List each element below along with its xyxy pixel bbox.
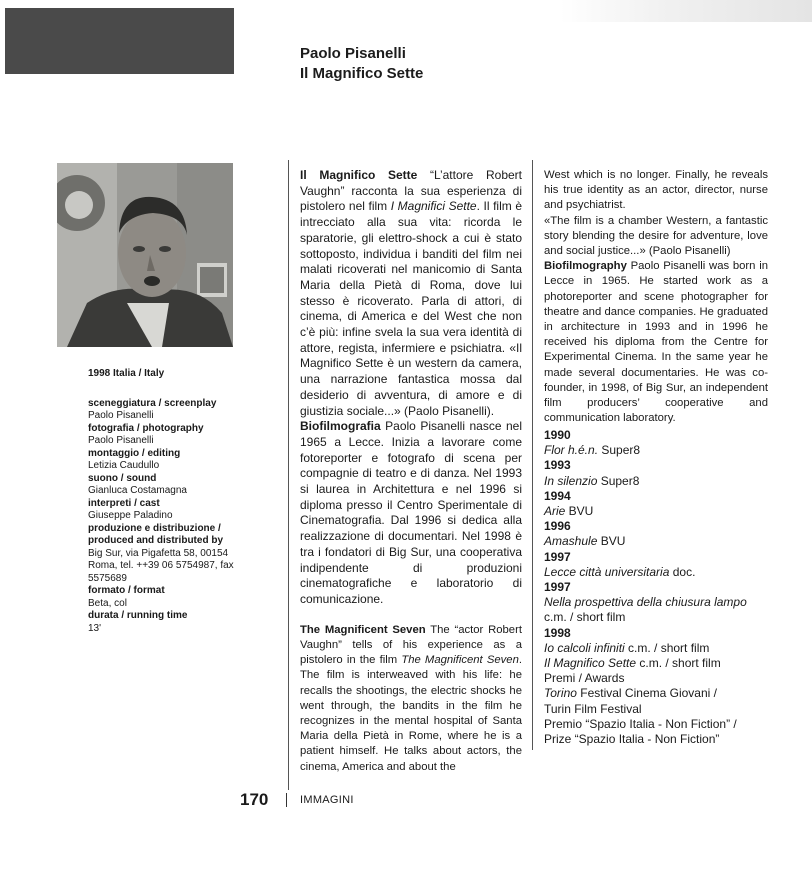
author-name: Paolo Pisanelli [300, 45, 406, 62]
filmo-entry [544, 443, 774, 458]
filmo-entry [544, 474, 774, 489]
film-title: Il Magnifico Sette [300, 65, 424, 82]
english-bio-text: Paolo Pisanelli was born in Lecce in 1965. He started work as a photoreporter and scene photographer for theatre and dance companies. He graduated in architecture in 1993 and in 1996 he received his diploma from the Centre for Experimental Cinema. In the same year he made several documentaries. He was co-founder, in 1998, of Big Sur, an independent film producers’ cooperative and communication laboratory. [544, 260, 768, 425]
english-synopsis-text-a: The “actor Robert Vaughn” tells of his experience as a pistolero in the film [300, 623, 522, 667]
credit-label-photography: fotografia / photography [88, 422, 204, 434]
filmo-title: Il Magnifico Sette [544, 656, 637, 671]
english-synopsis-text-b: . The film is interweaved with his life: he recalls the shootings, the electric shocks he went through, the bandits in the film he recognizes in the mental hospital of Santa Maria della Pietà in Rome, where he is a patient himself. He talks about actors, the cinema, America and about the [300, 654, 522, 773]
award-prize-en: Prize “Spazio Italia - Non Fiction” [544, 732, 720, 747]
credit-value-format: Beta, col [88, 597, 127, 609]
filmo-title: Lecce città universitaria [544, 564, 670, 579]
header-gray-block [5, 8, 234, 74]
filmo-note: BVU [597, 534, 626, 549]
filmo-entry [544, 504, 774, 519]
credit-label-editing: montaggio / editing [88, 447, 181, 459]
credit-label-running-time: durata / running time [88, 610, 188, 621]
page-title [300, 44, 423, 84]
portrait-illustration [57, 163, 233, 347]
italian-bio-heading: Biofilmografia [300, 419, 381, 434]
award-festival [544, 686, 774, 701]
credit-value-photography: Paolo Pisanelli [88, 435, 154, 446]
filmo-title: Nella prospettiva della chiusura lampo [544, 595, 747, 610]
english-synopsis [300, 623, 522, 775]
credit-value-screenplay: Paolo Pisanelli [88, 410, 154, 421]
award-festival-en: Turin Film Festival [544, 701, 642, 716]
filmo-entry [544, 641, 774, 656]
italian-synopsis-text-a: “L’attore Robert Vaughn” racconta la sua esperienza di pistolero nel film [300, 168, 522, 214]
award-prize: Premio “Spazio Italia - Non Fiction” / [544, 716, 737, 731]
filmo-note: doc. [669, 564, 696, 579]
credit-value-production: Big Sur, via Pigafetta 58, 00154 Roma, tel. ++39 06 5754987, fax 5575689 [88, 547, 234, 584]
filmo-year: 1996 [544, 519, 571, 534]
column-divider-left [288, 160, 289, 790]
filmo-year: 1997 [544, 549, 571, 564]
filmo-year: 1993 [544, 458, 571, 473]
credit-value-cast: Giuseppe Paladino [88, 510, 173, 521]
filmo-title: Arie [544, 504, 566, 519]
filmo-entry [544, 656, 774, 671]
credit-value-sound: Gianluca Costamagna [88, 485, 187, 496]
italian-synopsis-heading: Il Magnifico Sette [300, 168, 418, 182]
award-festival-name: Festival Cinema Giovani / [576, 686, 717, 701]
section-name: IMMAGINI [300, 794, 354, 806]
english-quote: «The film is a chamber Western, a fantastic story blending the desire for adventure, love and social justice...» (Paolo Pisanelli) [544, 214, 768, 258]
filmo-note: BVU [565, 504, 594, 519]
awards-heading: Premi / Awards [544, 671, 625, 686]
italian-bio [300, 419, 522, 607]
right-column [544, 168, 768, 426]
english-bio [544, 259, 768, 426]
english-synopsis-cont: West which is no longer. Finally, he reveals his true identity as an actor, director, nurse and psychiatrist. [544, 169, 768, 212]
column-divider-right [532, 160, 533, 750]
credits-list [88, 368, 258, 635]
award-festival-city: Torino [544, 686, 577, 701]
filmo-year: 1990 [544, 428, 571, 442]
credit-label-format: formato / format [88, 585, 165, 596]
filmo-note: c.m. / short film [624, 640, 710, 655]
credit-label-production: produzione e distribuzione / produced and distributed by [88, 522, 224, 546]
scan-shadow [560, 0, 812, 22]
credit-value-running-time: 13' [88, 622, 102, 634]
italian-film-ref: I Magnifici Sette [390, 199, 477, 214]
filmo-title: Amashule [544, 534, 598, 549]
filmography-list [544, 428, 774, 747]
filmo-note: Super8 [597, 473, 640, 488]
filmo-entry [544, 595, 774, 610]
filmo-entry [544, 565, 774, 580]
italian-bio-text: Paolo Pisanelli nasce nel 1965 a Lecce. Inizia a lavorare come fotoreporter e fotografo di scena per compagnie di teatro e di danza. Nel 1993 si laurea in Architettura e nel 1996 si diploma presso il Centro Sperimentale di Cinematografia. Dal 1996 si dedica alla realizzazione di documentari. Nel 1998 è tra i fondatori di Big Sur, una cooperativa indipendente di produzioni cinematografiche e laboratorio di comunicazione. [300, 419, 522, 606]
filmo-title: Io calcoli infiniti [544, 640, 625, 655]
credit-label-cast: interpreti / cast [88, 497, 160, 509]
credit-label-screenplay: sceneggiatura / screenplay [88, 397, 217, 409]
film-still-photo [57, 163, 233, 347]
italian-synopsis-text-b: . Il film è intrecciato alla sua vita: ricorda le sparatorie, gli elettro-shock a cui è stato sottoposto, individua i banditi del film nei malati ricoverati nel manicomio di Santa Maria della Pietà di Roma, dove lui stesso è ricoverato. Parla di attori, di cinema, di America e del West che non c’è più: infine svela la sua vera identità di attore, regista, infermiere e psichiatra. «Il Magnifico Sette è un western da camera, una narrazione fantastica mossa dal desiderio di avventura, di amore e di giustizia sociale...» (Paolo Pisanelli). [300, 199, 522, 418]
filmo-title: Flor h.é.n. [544, 443, 599, 458]
italian-synopsis [300, 168, 522, 419]
english-synopsis-heading: The Magnificent Seven [300, 623, 426, 636]
filmo-note: Super8 [598, 443, 641, 458]
middle-column [300, 168, 522, 775]
filmo-year: 1998 [544, 625, 571, 640]
filmo-entry [544, 534, 774, 549]
english-bio-heading: Biofilmography [544, 260, 627, 273]
page-number: 170 [240, 790, 269, 809]
credit-value-editing: Letizia Caudullo [88, 460, 160, 471]
footer-divider [286, 793, 287, 807]
year-country: 1998 Italia / Italy [88, 368, 165, 379]
filmo-title: In silenzio [544, 473, 598, 488]
filmo-year: 1997 [544, 580, 571, 595]
filmo-year: 1994 [544, 488, 571, 503]
credit-label-sound: suono / sound [88, 472, 157, 484]
english-film-ref: The Magnificent Seven [401, 654, 519, 667]
filmo-note: c.m. / short film [636, 656, 721, 671]
filmo-note: c.m. / short film [544, 610, 626, 625]
